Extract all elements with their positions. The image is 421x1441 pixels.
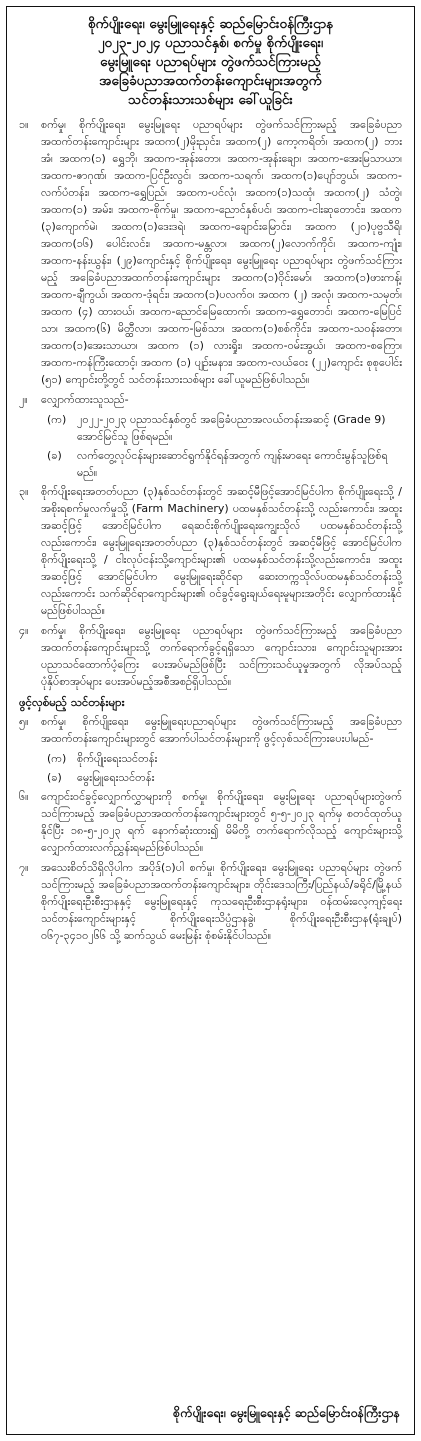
sub-item-number: (က) [47,752,67,765]
paragraph-4 [19,622,402,690]
paragraph-number: ၄။ [19,624,29,637]
paragraph-text: လျှောက်ထားသူသည်- [41,393,129,406]
paragraph-number: ၂။ [19,393,28,406]
paragraph-text: စက်မှု၊ စိုက်ပျိုးရေး၊ မွေးမြူရေး ပညာရပ်များ တွဲဖက်သင်ကြားမည့် အခြေခံပညာအထက်တန်းကျောင်းများ အထက(၂)မိုးညှင်း၊ အထက(၂) ကော့ကရိတ်၊ အထက(၂) ဘားအံ၊ အထက(၁) ရွှေဘို၊ အထက-အုန်းတော၊ အထက-အုန်းချော၊ အထက-အေးမြသာယာ၊ အထက-ဇာဂုဏ်၊ အထက-ပြင်ဦးလွင်၊ အထက-သရက်၊ အထက(၁)ပျော်ဘွယ်၊ အထက-လက်ပံတန်း၊ အထက-ရွှေပြည်၊ အထက-ပင်လုံ၊ အထက(၁)သထုံ၊ အထက(၂) သံတွဲ၊ အထက(၁) အမ်း၊ အထက-စိုက်မှု၊ အထက-ညောင်နှစ်ပင်၊ အထက-ငါးဆုတောင်း၊ အထက (၃)ကျောက်မဲ၊ အထက(၁)ဒေးဒရဲ၊ အထက-ချောင်းမြောင်း၊ အထက (၂၀)ပုဗ္ဗသီရိ၊ အထက(၁၆) ပေါင်းလင်း၊ အထက-မန္တလာ၊ အထက(၂)လောက်ကိုင်၊ အထက-ကျုံး၊ အထက-နန်းယွန်း၊ (၂၉)ကျောင်းနှင့် စိုက်ပျိုးရေး၊ မွေးမြူရေး ပညာရပ်များ တွဲဖက်သင်ကြားမည့် အခြေခံပညာအထက်တန်းကျောင်းများ အထက(၁)ဝိုင်းမော်၊ အထက(၁)ဖားကန့်၊ အထက-ချီကွယ်၊ အထက-ဒုံရင်း၊ အထက(၁)ပလက်ဝ၊ အထက (၂) အလုံ၊ အထက-သမုတ်၊ အထက (၄) ထားဝယ်၊ အထက-ညောင်မြေထောက်၊ အထက-ရွှေတောင်၊ အထက-မြေပြင်သာ၊ အထက(၆) မိတ္ထီလာ၊ အထက-မြစ်သာ၊ အထက(၁)စစ်ကိုင်း၊ အထက-သဝန်းတော၊ အထက(၁)အေးသာယာ၊ အထက (၁) လားရှိုး၊ အထက-ဝမ်းအွယ်၊ အထက-စကြော၊ အထက-ကန်ကြီးထောင့်၊ အထက (၁) ပျဉ်းမနား၊ အထက-လယ်ဝေး (၂၂)ကျောင်း စုစုပေါင်း (၅၁) ကျောင်းတို့တွင် သင်တန်းသားသစ်များ ခေါ်ယူမည်ဖြစ်ပါသည်။ [41,118,402,386]
paragraph-7 [19,859,402,944]
paragraph-number: ၆။ [19,790,29,803]
paragraph-1 [19,116,402,388]
paragraph-number: ၅။ [19,715,29,728]
header-academic-year: ၂၀၂၃-၂၀၂၄ ပညာသင်နှစ်၊ စက်မှု စိုက်ပျိုးရေး၊ [97,35,324,51]
paragraph-text: ကျောင်းဝင်ခွင့်လျှောက်လွှာများကို စက်မှု၊ စိုက်ပျိုးရေး၊ မွေးမြူရေး ပညာရပ်များတွဲဖက်သင်ကြားမည့် အခြေခံပညာအထက်တန်းကျောင်းများတွင် ၅-၅-၂၀၂၃ ရက်မှ စတင်ထုတ်ယူနိုင်ပြီး ၁၈-၅-၂၀၂၃ ရက် နောက်ဆုံးထား၍ မိမိတို့ တက်ရောက်လိုသည့် ကျောင်းများသို့ လျှောက်ထားလက်ညွှန်းရမည်ဖြစ်ပါသည်။ [41,790,402,854]
header-schools: အခြေခံပညာအထက်တန်းကျောင်းများအတွက် [99,73,322,89]
paragraph-3 [19,483,402,619]
sub-item-number: (ခ) [47,449,62,462]
announcement-frame [6,6,415,1435]
paragraph-2 [19,391,402,408]
sub-item-2a [19,411,402,445]
paragraph-text: စက်မှု၊ စိုက်ပျိုးရေး၊ မွေးမြူရေး ပညာရပ်များ တွဲဖက်သင်ကြားမည့် အခြေခံပညာအထက်တန်းကျောင်းများသို့ တက်ရောက်ခွင့်ရရှိသော ကျောင်းသား၊ ကျောင်းသူများအား ပညာသင်ထောက်ပံ့ကြေး ပေးအပ်မည်ဖြစ်ပြီး သင်ကြားသင်ယူမှုအတွက် လိုအပ်သည့် ပုံနှိပ်စာအုပ်များ ပေးအပ်မည့်အစီအစဉ်ရှိပါသည်။ [41,624,402,688]
announcement-header [19,15,402,110]
paragraph-number: ၇။ [19,861,29,874]
paragraph-text: စက်မှု၊ စိုက်ပျိုးရေး၊ မွေးမြူရေးပညာရပ်များ တွဲဖက်သင်ကြားမည့် အခြေခံပညာအထက်တန်းကျောင်းများတွင် အောက်ပါသင်တန်းများကို ဖွင့်လှစ်သင်ကြားပေးပါမည်- [41,715,402,745]
paragraph-text: အသေးစိတ်သိရှိလိုပါက အပိုဒ်(၁)ပါ စက်မှု၊ စိုက်ပျိုးရေး၊ မွေးမြူရေး ပညာရပ်များ တွဲဖက်သင်ကြားမည့် အခြေခံပညာအထက်တန်းကျောင်းများ၊ တိုင်းဒေသကြီး/ပြည်နယ်/ခရိုင်/မြို့နယ် စိုက်ပျိုးရေးဦးစီးဌာနနှင့် မွေးမြူရေးနှင့် ကုသရေးဦးစီးဌာနရုံးများ၊ ဝန်ထမ်းလေ့ကျင့်ရေးသင်တန်းကျောင်းများနှင့် စိုက်ပျိုးရေးသိပ္ပံဌာနခွဲ၊ စိုက်ပျိုးရေးဦးစီးဌာန(ရုံးချုပ်) ၀၆၇-၃၄၁၀၂၆၆ သို့ ဆက်သွယ် မေးမြန်း စုံစမ်းနိုင်ပါသည်။ [41,861,402,942]
section-title-courses: ဖွင့်လှစ်မည့် သင်တန်းများ [19,695,125,709]
paragraph-text: စိုက်ပျိုးရေးအတတ်ပညာ (၃)နှစ်သင်တန်းတွင် အဆင့်မီဖြင့်အောင်မြင်ပါက စိုက်ပျိုးရေးသို့ / အစိုးရစက်မှုလက်မှုသို့ (Farm Machinery) ပထမနှစ်သင်တန်းသို့ လည်းကောင်း၊ အထူးအဆင့်ဖြင့် အောင်မြင်ပါက ရေဆင်းစိုက်ပျိုးရေးကျွေးသိုလ် ပထမနှစ်သင်တန်းသို့လည်းကောင်း၊ မွေးမြူရေးအတတ်ပညာ (၃)နှစ်သင်တန်းတွင် အဆင့်မီဖြင့် အောင်မြင်ပါက စိုက်ပျိုးရေးသို့ / ငါးလုပ်ငန်းသို့ကျောင်းများ၏ ပထမနှစ်သင်တန်းသို့လည်းကောင်း၊ အထူးအဆင့်ဖြင့် အောင်မြင်ပါက မွေးမြူရေးဆိုင်ရာ ဆေးတက္ကသိုလ်ပထမနှစ်သင်တန်းသို့လည်းကောင်း သက်ဆိုင်ရာကျောင်းများ၏ ဝင်ခွင့်ရွေးချယ်ရေးမူများအတိုင်း လျှောက်ထားနိုင်မည်ဖြစ်ပါသည်။ [41,485,402,617]
header-ministry: စိုက်ပျိုးရေး၊ မွေးမြူရေးနှင့် ဆည်မြောင်းဝန်ကြီးဌာန [87,16,333,32]
paragraph-5 [19,713,402,747]
sub-item-2b [19,447,402,481]
paragraph-number: ၁။ [19,118,29,131]
header-title: သင်တန်းသားသစ်များ ခေါ်ယူခြင်း [128,92,293,108]
sub-item-number: (က) [47,413,67,426]
sub-item-5b [19,769,402,786]
footer-signature: စိုက်ပျိုးရေး၊ မွေးမြူရေးနှင့် ဆည်မြောင်းဝန်ကြီးဌာန [173,1405,400,1420]
header-subjects: မွေးမြူရေး ပညာရပ်များ တွဲဖက်သင်ကြားမည့် [100,54,321,70]
sub-item-text: စိုက်ပျိုးရေးသင်တန်း [77,752,158,765]
sub-item-5a [19,750,402,767]
sub-item-text: ၂၀၂၂-၂၀၂၃ ပညာသင်နှစ်တွင် အခြေခံပညာအလယ်တန်းအဆင့် (Grade 9) အောင်မြင်သူ ဖြစ်ရမည်။ [77,413,386,443]
sub-item-number: (ခ) [47,771,62,784]
paragraph-6 [19,788,402,856]
sub-item-text: လက်တွေ့လုပ်ငန်းများဆောင်ရွက်နိုင်ရန်အတွက် ကျန်းမာရေး ကောင်းမွန်သူဖြစ်ရမည်။ [77,449,388,479]
paragraph-number: ၃။ [19,485,29,498]
sub-item-text: မွေးမြူရေးသင်တန်း [77,771,155,784]
